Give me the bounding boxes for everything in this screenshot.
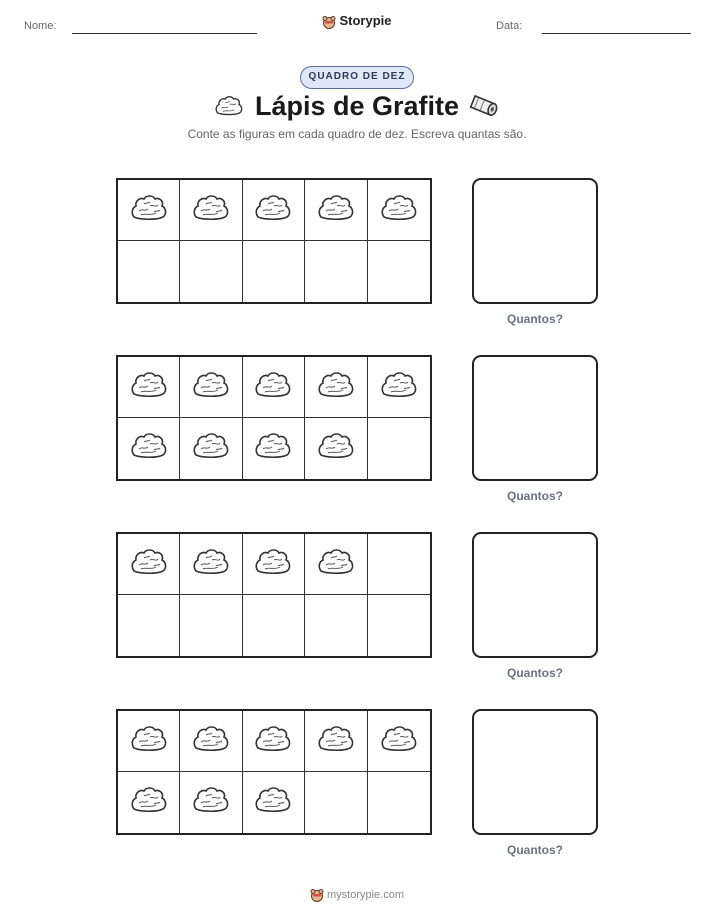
storypie-logo-icon (322, 15, 336, 29)
graphite-lump-icon (191, 368, 231, 407)
frame-cell (305, 180, 367, 241)
frame-cell (118, 534, 180, 595)
ten-frame-3 (116, 532, 432, 658)
brand (0, 13, 714, 29)
graphite-lump-icon (129, 191, 169, 230)
frame-cell (180, 772, 242, 833)
graphite-lump-icon (129, 429, 169, 468)
frame-cell (368, 241, 430, 302)
frame-cell (368, 534, 430, 595)
graphite-lump-icon (253, 191, 293, 230)
frame-cell (243, 534, 305, 595)
pencil-log-icon (468, 93, 500, 119)
date-line[interactable] (542, 33, 691, 34)
name-line[interactable] (72, 33, 257, 34)
frame-cell (180, 180, 242, 241)
frame-cell (368, 595, 430, 656)
frame-cell (305, 241, 367, 302)
frame-cell (180, 534, 242, 595)
frame-cell (305, 772, 367, 833)
brand-name: Storypie (339, 13, 392, 28)
answer-box-2[interactable] (472, 355, 598, 481)
frame-cell (180, 711, 242, 772)
graphite-lump-icon (191, 783, 231, 822)
answer-label: Quantos? (507, 666, 563, 680)
frame-cell (368, 711, 430, 772)
frame-cell (368, 418, 430, 479)
graphite-lump-icon (129, 783, 169, 822)
frame-cell (243, 711, 305, 772)
frame-cell (243, 357, 305, 418)
footer-url: mystorypie.com (326, 888, 405, 901)
answer-label: Quantos? (507, 312, 563, 326)
answer-box-1[interactable] (472, 178, 598, 304)
graphite-lump-icon (316, 545, 356, 584)
graphite-lump-icon (316, 722, 356, 761)
frame-cell (118, 595, 180, 656)
frame-cell (368, 180, 430, 241)
frame-cell (305, 595, 367, 656)
answer-label: Quantos? (507, 843, 563, 857)
graphite-lump-icon (379, 368, 419, 407)
frame-cell (243, 180, 305, 241)
frame-cell (368, 357, 430, 418)
graphite-lump-icon (191, 429, 231, 468)
page-title: Lápis de Grafite (254, 91, 460, 121)
frame-cell (180, 241, 242, 302)
footer (0, 888, 714, 902)
graphite-lump-icon (253, 429, 293, 468)
worksheet-badge: QUADRO DE DEZ (300, 66, 414, 89)
frame-cell (243, 241, 305, 302)
ten-frame-4 (116, 709, 432, 835)
frame-cell (305, 711, 367, 772)
graphite-lump-icon (316, 368, 356, 407)
graphite-lump-icon (191, 722, 231, 761)
graphite-lump-icon (316, 191, 356, 230)
frame-cell (305, 418, 367, 479)
graphite-lump-icon (253, 783, 293, 822)
frame-cell (305, 534, 367, 595)
ten-frame-1 (116, 178, 432, 304)
frame-cell (243, 772, 305, 833)
frame-cell (305, 357, 367, 418)
graphite-lump-icon (253, 545, 293, 584)
ten-frame-2 (116, 355, 432, 481)
instructions: Conte as figuras em cada quadro de dez. Escreva quantas são. (187, 127, 527, 141)
answer-box-4[interactable] (472, 709, 598, 835)
graphite-lump-icon (129, 722, 169, 761)
graphite-lump-icon (253, 722, 293, 761)
graphite-lump-icon (316, 429, 356, 468)
graphite-lump-icon (379, 191, 419, 230)
frame-cell (118, 241, 180, 302)
frame-cell (243, 595, 305, 656)
date-label: Data: (496, 20, 523, 32)
frame-cell (118, 357, 180, 418)
frame-cell (243, 418, 305, 479)
graphite-lump-icon (379, 722, 419, 761)
frame-cell (368, 772, 430, 833)
graphite-lump-icon (191, 191, 231, 230)
storypie-logo-icon (310, 888, 324, 902)
frame-cell (118, 711, 180, 772)
graphite-lump-icon (129, 545, 169, 584)
frame-cell (180, 595, 242, 656)
graphite-lump-icon (253, 368, 293, 407)
graphite-lump-icon (191, 545, 231, 584)
answer-label: Quantos? (507, 489, 563, 503)
frame-cell (180, 418, 242, 479)
name-label: Nome: (24, 20, 57, 32)
frame-cell (180, 357, 242, 418)
frame-cell (118, 418, 180, 479)
frame-cell (118, 180, 180, 241)
graphite-lump-icon (129, 368, 169, 407)
frame-cell (118, 772, 180, 833)
answer-box-3[interactable] (472, 532, 598, 658)
